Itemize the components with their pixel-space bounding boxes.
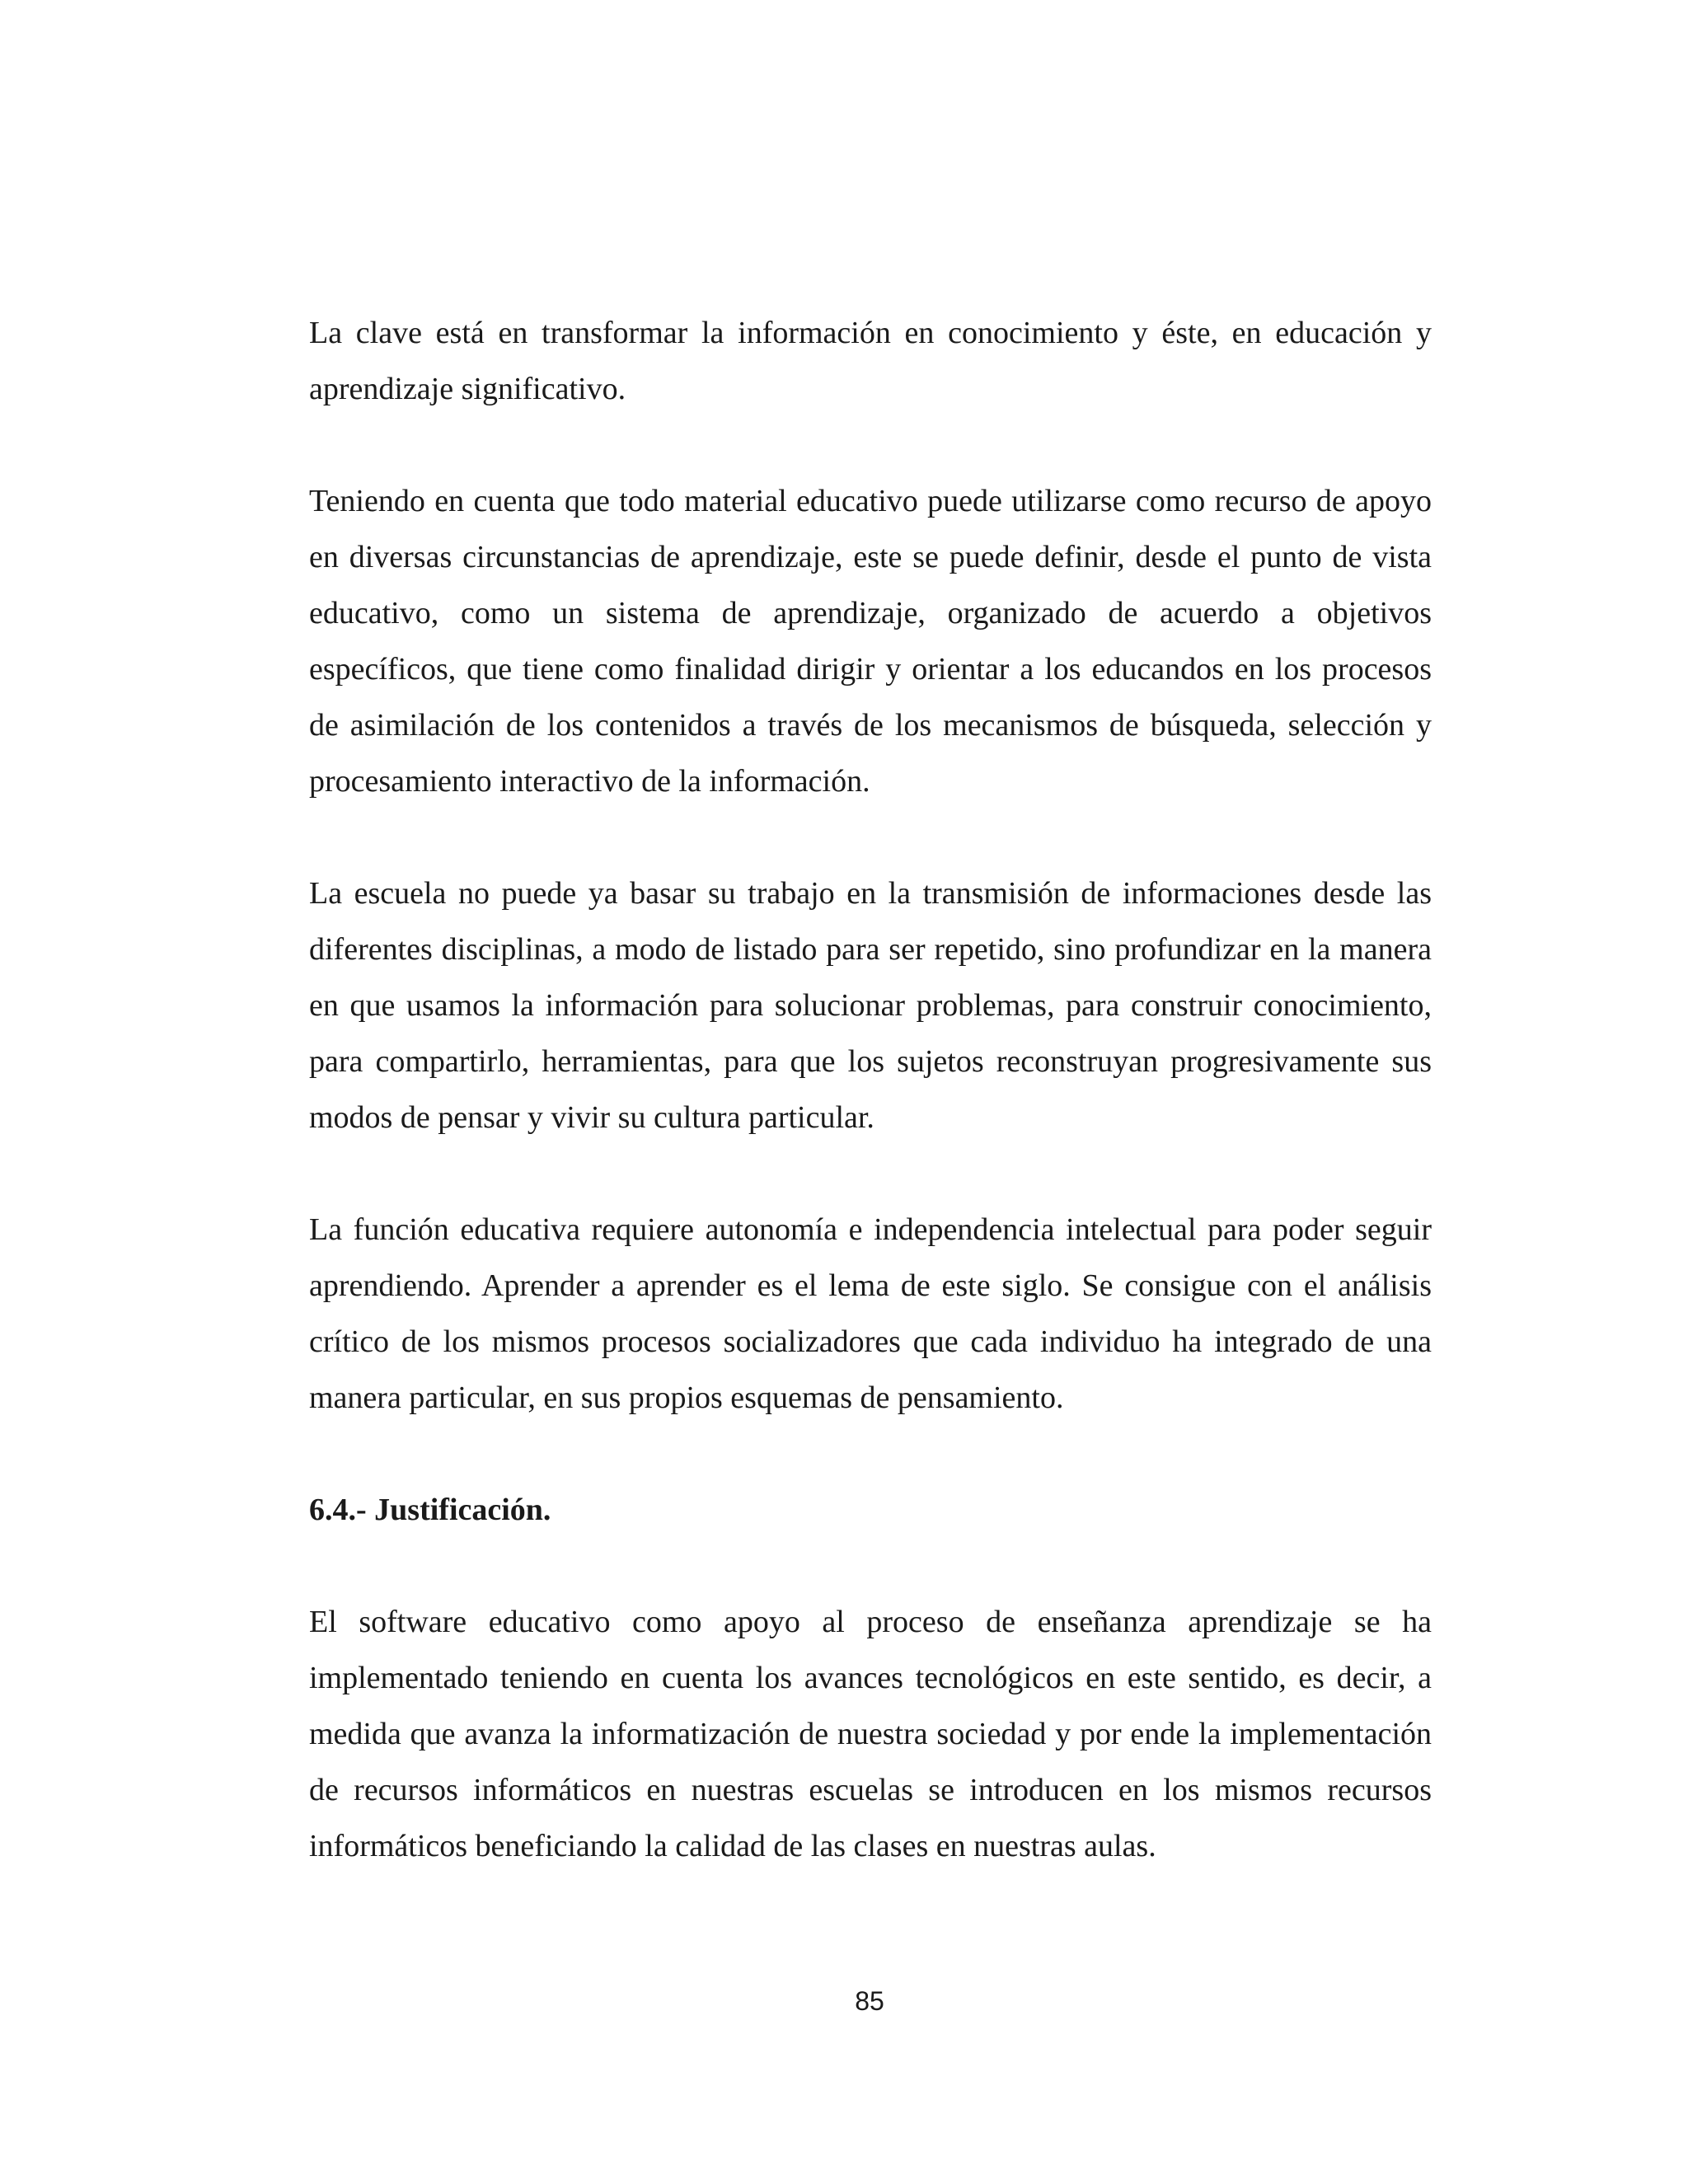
section-heading: 6.4.- Justificación. bbox=[309, 1493, 551, 1527]
paragraph-1: La clave está en transformar la información en conocimiento y éste, en educación y aprendizaje significativo. bbox=[309, 316, 1432, 406]
page-number: 85 bbox=[855, 1986, 884, 2016]
page-content bbox=[309, 305, 1432, 1930]
paragraph-2: Teniendo en cuenta que todo material educativo puede utilizarse como recurso de apoyo en diversas circunstancias de aprendizaje, este se puede definir, desde el punto de vista educativo, como un sistema de aprendizaje, organizado de acuerdo a objetivos específicos, que tiene como finalidad dirigir y orientar a los educandos en los procesos de asimilación de los contenidos a través de los mecanismos de búsqueda, selección y procesamiento interactivo de la información. bbox=[309, 484, 1432, 799]
paragraph-3: La escuela no puede ya basar su trabajo en la transmisión de informaciones desde las diferentes disciplinas, a modo de listado para ser repetido, sino profundizar en la manera en que usamos la información para solucionar problemas, para construir conocimiento, para compartirlo, herramientas, para que los sujetos reconstruyan progresivamente sus modos de pensar y vivir su cultura particular. bbox=[309, 876, 1432, 1135]
paragraph-4: La función educativa requiere autonomía e independencia intelectual para poder seguir aprendiendo. Aprender a aprender es el lema de este siglo. Se consigue con el análisis crítico de los mismos procesos socializadores que cada individuo ha integrado de una manera particular, en sus propios esquemas de pensamiento. bbox=[309, 1212, 1432, 1415]
section-paragraph-1: El software educativo como apoyo al proceso de enseñanza aprendizaje se ha implementado teniendo en cuenta los avances tecnológicos en este sentido, es decir, a medida que avanza la informatización de nuestra sociedad y por ende la implementación de recursos informáticos en nuestras escuelas se introducen en los mismos recursos informáticos beneficiando la calidad de las clases en nuestras aulas. bbox=[309, 1605, 1432, 1863]
